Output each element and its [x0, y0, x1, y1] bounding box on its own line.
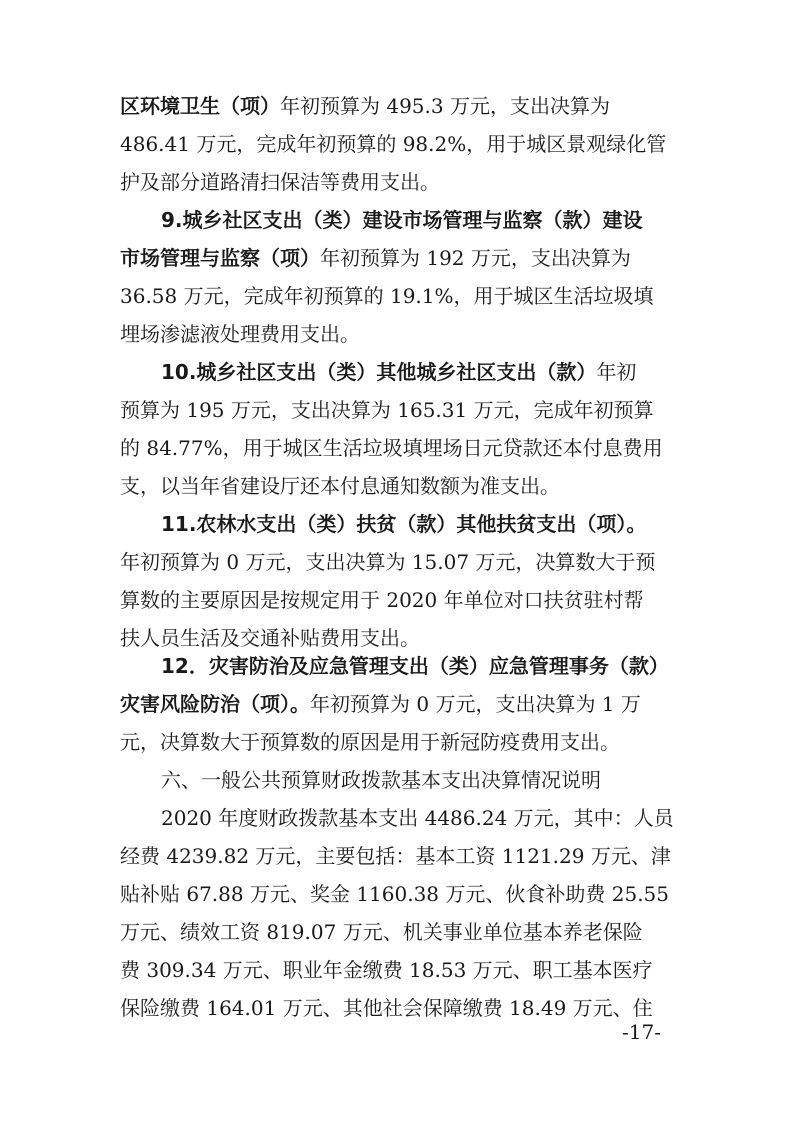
bold-run: 12．灾害防治及应急管理支出（类）应急管理事务（款） [161, 654, 669, 678]
text-run: 2020 年度财政拨款基本支出 4486.24 万元，其中：人员 [161, 806, 674, 830]
text-line [120, 87, 680, 125]
text-run: 年初 [596, 360, 637, 384]
text-run: 贴补贴 67.88 万元、奖金 1160.38 万元、伙食补助费 25.55 [120, 882, 670, 906]
text-line [161, 799, 680, 837]
section-heading-line [161, 647, 680, 685]
text-run: 算数的主要原因是按规定用于 2020 年单位对口扶贫驻村帮 [120, 588, 644, 612]
text-run: 元，决算数大于预算数的原因是用于新冠防疫费用支出。 [120, 730, 620, 754]
text-run: 486.41 万元，完成年初预算的 98.2%，用于城区景观绿化管 [120, 132, 667, 156]
text-run: 埋场渗滤液处理费用支出。 [120, 322, 360, 346]
text-line [120, 163, 680, 201]
text-run: 费 309.34 万元、职业年金缴费 18.53 万元、职工基本医疗 [120, 958, 653, 982]
text-line [120, 277, 680, 315]
text-line [120, 581, 680, 619]
section-heading-line [161, 505, 680, 543]
text-line [120, 951, 680, 989]
section-heading-line [161, 201, 680, 239]
text-run: 年初预算为 0 万元，支出决算为 1 万 [310, 692, 641, 716]
text-line [120, 837, 680, 875]
text-line [120, 913, 680, 951]
text-run: 的 84.77%，用于城区生活垃圾填埋场日元贷款还本付息费用 [120, 436, 663, 460]
text-run: 经费 4239.82 万元，主要包括：基本工资 1121.29 万元、津 [120, 844, 671, 868]
text-run: 支，以当年省建设厅还本付息通知数额为准支出。 [120, 474, 560, 498]
text-line [120, 391, 680, 429]
text-run: 护及部分道路清扫保洁等费用支出。 [120, 170, 440, 194]
bold-run: 市场管理与监察（项） [120, 246, 320, 270]
bold-run: 11.农林水支出（类）扶贫（款）其他扶贫支出（项）。 [161, 512, 647, 536]
text-line [120, 239, 680, 277]
bold-run: 10.城乡社区支出（类）其他城乡社区支出（款） [161, 360, 597, 384]
bold-run: 灾害风险防治（项）。 [120, 692, 310, 716]
text-line [120, 467, 680, 505]
text-run: 年初预算为 0 万元，支出决算为 15.07 万元，决算数大于预 [120, 550, 656, 574]
section-heading-line [161, 353, 680, 391]
bold-run: 区环境卫生（项） [120, 94, 280, 118]
text-line [120, 723, 680, 761]
text-line [120, 315, 680, 353]
text-run: 扶人员生活及交通补贴费用支出。 [120, 626, 420, 650]
text-run: 年初预算为 495.3 万元，支出决算为 [280, 94, 610, 118]
bold-run: 9.城乡社区支出（类）建设市场管理与监察（款）建设 [161, 208, 643, 232]
text-line [120, 125, 680, 163]
text-run: 万元、绩效工资 819.07 万元、机关事业单位基本养老保险 [120, 920, 643, 944]
text-run: 年初预算为 192 万元，支出决算为 [320, 246, 631, 270]
page-number: -17- [622, 1020, 661, 1044]
text-line [120, 429, 680, 467]
text-line [120, 543, 680, 581]
text-line [120, 989, 680, 1027]
text-line [120, 875, 680, 913]
text-line [120, 685, 680, 723]
chapter-heading [161, 761, 680, 799]
text-run: 保险缴费 164.01 万元、其他社会保障缴费 18.49 万元、住 [120, 996, 653, 1020]
text-run: 预算为 195 万元，支出决算为 165.31 万元，完成年初预算 [120, 398, 654, 422]
heading-text: 六、一般公共预算财政拨款基本支出决算情况说明 [161, 768, 601, 792]
text-run: 36.58 万元，完成年初预算的 19.1%，用于城区生活垃圾填 [120, 284, 654, 308]
